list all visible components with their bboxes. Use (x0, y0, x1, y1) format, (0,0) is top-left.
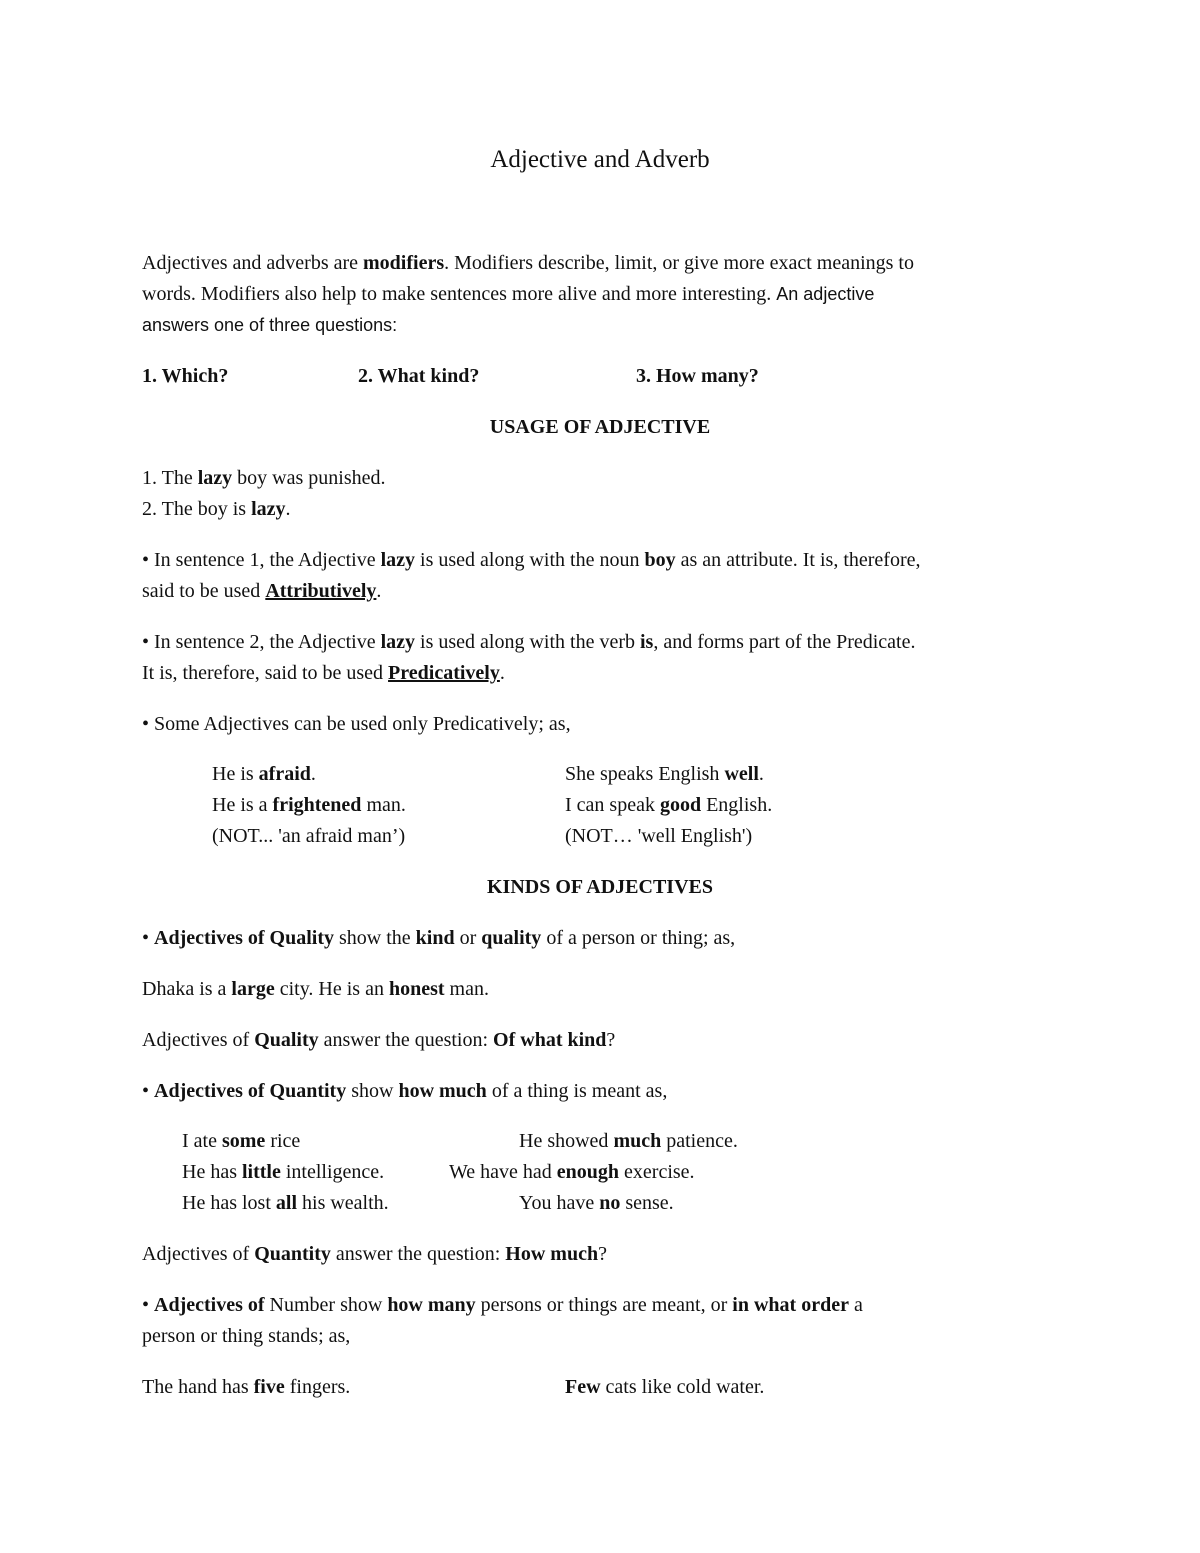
page-title: Adjective and Adverb (490, 146, 710, 173)
example-right-2: I can speak good English. (565, 794, 773, 816)
usage-bullet-1-line-2: said to be used Attributively. (142, 580, 382, 602)
quality-example: Dhaka is a large city. He is an honest man. (142, 978, 489, 1000)
usage-bullet-2-line-2: It is, therefore, said to be used Predicatively. (142, 662, 505, 684)
example-right-1: She speaks English well. (565, 763, 764, 785)
number-example-left: The hand has five fingers. (142, 1376, 351, 1398)
intro-line-3: answers one of three questions: (142, 315, 398, 335)
example-left-1: He is afraid. (212, 763, 316, 785)
intro-line-1: Adjectives and adverbs are modifiers. Modifiers describe, limit, or give more exact meanings to (142, 252, 914, 274)
example-left-2: He is a frightened man. (212, 794, 406, 816)
example-right-3: (NOT… 'well English') (565, 825, 753, 847)
usage-bullet-1-line-1: • In sentence 1, the Adjective lazy is used along with the noun boy as an attribute. It is, therefore, (142, 549, 921, 571)
usage-sentence-1: 1. The lazy boy was punished. (142, 467, 386, 489)
question-2: 2. What kind? (358, 365, 480, 387)
question-1: 1. Which? (142, 365, 229, 387)
quantity-right-2: We have had enough exercise. (449, 1161, 695, 1183)
quantity-left-2: He has little intelligence. (182, 1161, 385, 1183)
kinds-heading: KINDS OF ADJECTIVES (487, 876, 713, 898)
number-bullet-line-2: person or thing stands; as, (142, 1325, 351, 1347)
usage-sentence-2: 2. The boy is lazy. (142, 498, 291, 520)
quality-bullet: • Adjectives of Quality show the kind or quality of a person or thing; as, (142, 927, 736, 949)
question-3: 3. How many? (636, 365, 759, 387)
quantity-left-3: He has lost all his wealth. (182, 1192, 389, 1214)
quantity-right-3: You have no sense. (519, 1192, 674, 1214)
number-bullet-line-1: • Adjectives of Number show how many persons or things are meant, or in what order a (142, 1294, 863, 1316)
usage-heading: USAGE OF ADJECTIVE (489, 416, 711, 438)
quantity-bullet: • Adjectives of Quantity show how much of a thing is meant as, (142, 1080, 668, 1102)
example-left-3: (NOT... 'an afraid man’) (212, 825, 406, 847)
quality-question: Adjectives of Quality answer the question: Of what kind? (142, 1029, 616, 1051)
number-example-right: Few cats like cold water. (565, 1376, 765, 1398)
quantity-question: Adjectives of Quantity answer the question: How much? (142, 1243, 607, 1265)
usage-bullet-2-line-1: • In sentence 2, the Adjective lazy is used along with the verb is, and forms part of the Predicate. (142, 631, 916, 653)
quantity-left-1: I ate some rice (182, 1130, 301, 1152)
intro-line-2: words. Modifiers also help to make sentences more alive and more interesting. An adjective (142, 283, 875, 305)
usage-bullet-3: • Some Adjectives can be used only Predicatively; as, (142, 713, 571, 735)
quantity-right-1: He showed much patience. (519, 1130, 738, 1152)
